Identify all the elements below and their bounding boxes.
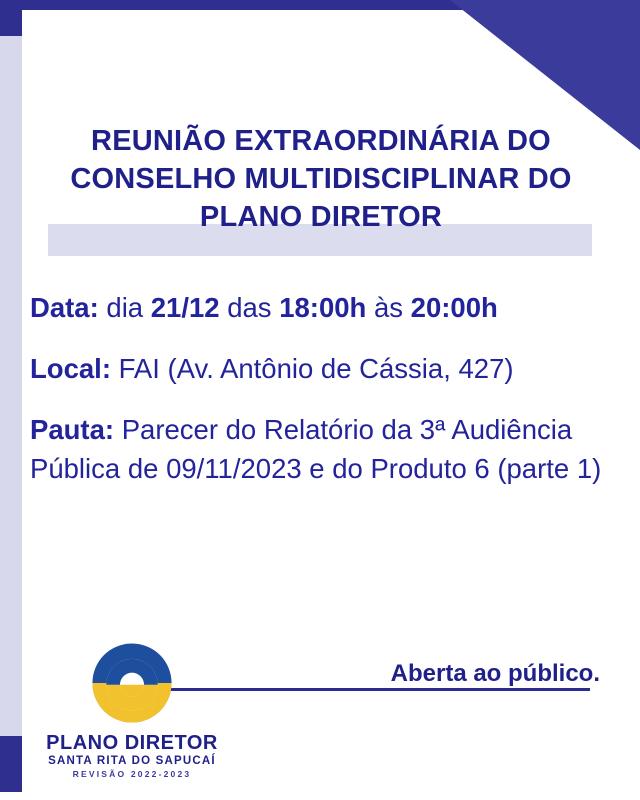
plano-diretor-logo-icon <box>89 640 175 726</box>
title-line-1: REUNIÃO EXTRAORDINÁRIA DO <box>91 125 551 157</box>
title-line-3: PLANO DIRETOR <box>199 201 443 233</box>
data-label: Data: <box>30 292 99 323</box>
data-mid: das <box>227 292 272 323</box>
decorative-left-strip <box>0 36 22 736</box>
detail-row-data <box>30 288 610 327</box>
pauta-value: Parecer do Relatório da 3ª Audiência Pública de 09/11/2023 e do Produto 6 (parte 1) <box>30 414 602 484</box>
page-title <box>22 122 620 236</box>
data-prefix: dia <box>106 292 144 323</box>
logo-revision: REVISÃO 2022-2023 <box>72 769 192 779</box>
decorative-bottom-left-block <box>0 736 22 800</box>
logo-subtitle: SANTA RITA DO SAPUCAÍ <box>48 755 216 767</box>
logo <box>32 640 232 781</box>
detail-row-local <box>30 349 610 388</box>
local-label: Local: <box>30 353 111 384</box>
decorative-top-left-block <box>0 10 22 36</box>
data-day: 21/12 <box>150 292 220 323</box>
details-block <box>30 288 610 510</box>
data-connector: às <box>373 292 404 323</box>
pauta-label: Pauta: <box>30 414 115 445</box>
logo-name: PLANO DIRETOR <box>46 732 218 754</box>
local-value: FAI (Av. Antônio de Cássia, 427) <box>118 353 514 384</box>
footer-note: Aberta ao público. <box>390 660 600 687</box>
decorative-bottom-bar <box>0 792 640 800</box>
detail-row-pauta <box>30 410 610 488</box>
title-line-2: CONSELHO MULTIDISCIPLINAR DO <box>70 163 572 195</box>
data-end-time: 20:00h <box>410 292 498 323</box>
data-start-time: 18:00h <box>279 292 367 323</box>
